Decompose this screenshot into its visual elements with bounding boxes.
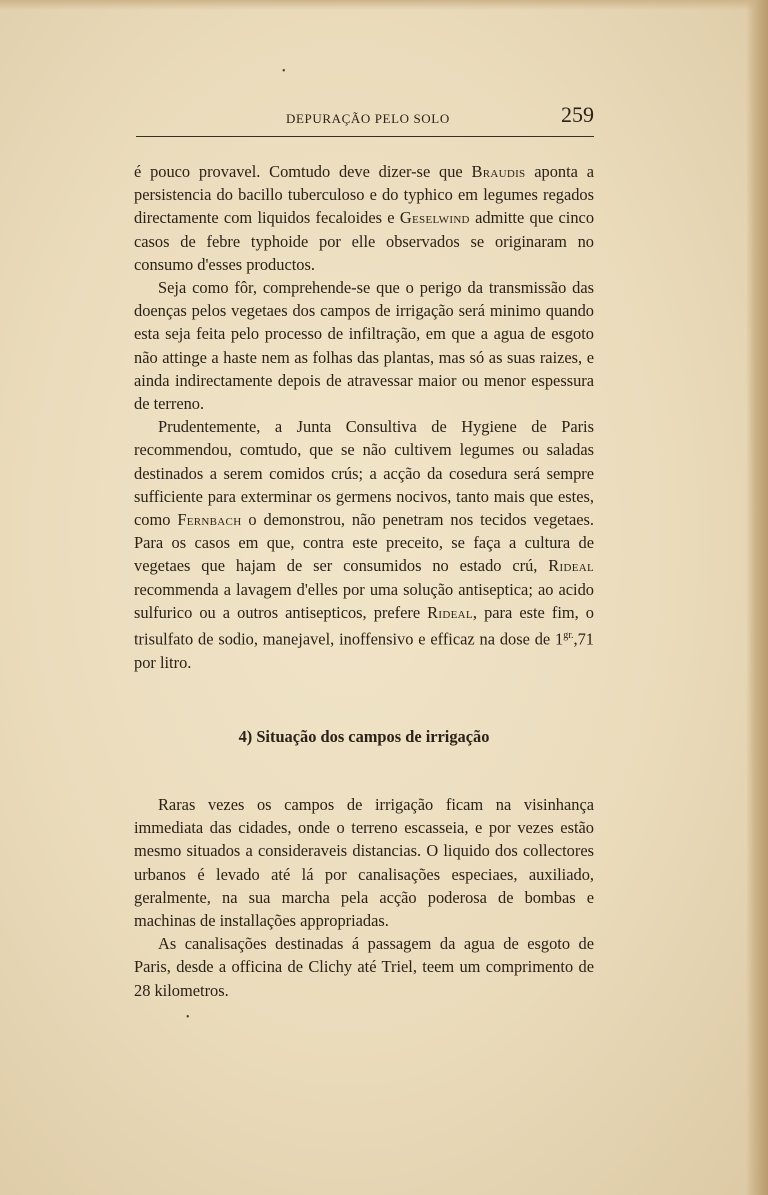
paragraph-3 [134,415,594,674]
unit-superscript: gr. [563,630,574,642]
paragraph-4: Raras vezes os campos de irrigação ficam na visinhança immediata das cidades, onde o terreno escasseia, e por vezes estão mesmo situados a consideraveis distancias. O liquido dos collectores urbanos é levado até lá por canalisações especiaes, auxiliado, geralmente, na sua marcha pela acção poderosa de bombas e machinas de installações appropriadas. [134,795,594,931]
page-number: 259 [561,102,594,127]
paragraph-1-text-b: aponta a persistencia do bacillo tuberculoso e do typhico em legumes regados directamente com liquidos fecaloides e [134,162,594,228]
paragraph-1-text-a: é pouco provavel. Comtudo deve dizer-se que [134,162,472,181]
section-heading: 4) Situação dos campos de irrigação [238,727,490,746]
paragraph-3-text-a: Prudentemente, a Junta Consultiva de Hygiene de Paris recommendou, comtudo, que se não cultivem legumes ou saladas destinados a serem comidos crús; a acção da cosedura será sempre sufficiente para exterminar os germens nocivos, tanto mais que estes, como [134,417,594,530]
text-block-lower [134,793,594,1002]
paragraph-5: As canalisações destinadas á passagem da agua de esgoto de Paris, desde a officina de Clichy até Triel, teem um comprimento de 28 kilometros. [134,934,594,1000]
author-name: Braudis [471,162,526,181]
author-name: Rideal [548,556,594,576]
author-name: Geselwind [399,208,470,228]
paragraph-3-text-b: o demonstrou, não penetram nos tecidos vegetaes. Para os casos em que, contra este preceito, se faça a cultura de vegetaes que hajam de ser consumidos no estado crú, [134,510,595,576]
page-right-edge [746,0,768,1195]
page-top-edge [0,0,768,10]
paragraph-3-text-d: , para este fim, o trisulfato de sodio, manejavel, inoffensivo e efficaz na dose de 1 [134,602,594,649]
paragraph-2: Seja como fôr, comprehende-se que o perigo da transmissão das doenças pelos vegetaes dos campos de irrigação será minimo quando esta seja feita pelo processo de infiltração, em que a agua de esgoto não attinge a haste nem as folhas das plantas, mas só as suas raizes, e ainda indirectamente depois de atravessar maior ou menor espessura de terreno. [134,278,594,414]
header-rule [136,136,594,137]
author-name: Rideal [427,602,473,622]
text-block-upper [134,160,594,674]
paragraph-3-text-e: ,71 por litro. [134,629,594,672]
paragraph-3-text-c: recommenda a lavagem d'elles por uma solução antiseptica; ao acido sulfurico ou a outros antisepticos, prefere [134,579,594,622]
paper-speck: • [282,66,286,77]
running-head: DEPURAÇÃO PELO SOLO [286,111,450,126]
paper-speck: • [186,1012,190,1023]
page-header [136,102,596,138]
paragraph-1 [134,160,594,276]
author-name: Fernbach [177,510,242,530]
paragraph-1-text-c: admitte que cinco casos de febre typhoide por elle observados se originaram no consumo d'esses productos. [134,208,595,274]
